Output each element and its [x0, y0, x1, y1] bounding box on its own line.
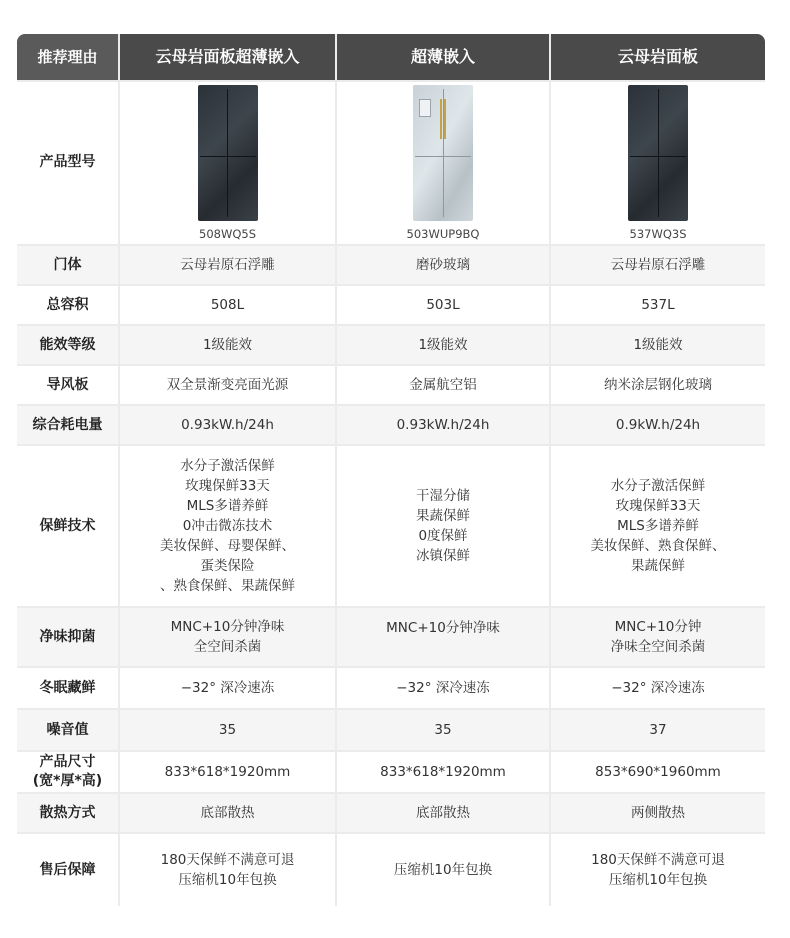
noise-value-2: 35	[337, 710, 549, 750]
product-cell-1	[120, 82, 335, 244]
header-col-3: 云母岩面板	[551, 34, 765, 80]
fresh-tech-2-line: 果蔬保鲜	[416, 508, 470, 524]
fridge-image-1	[198, 85, 258, 221]
fresh-tech-2-line: 干湿分储	[416, 488, 470, 504]
comparison-table	[17, 34, 765, 906]
row-label-model: 产品型号	[17, 82, 118, 244]
table-row-energy	[17, 326, 765, 364]
heat-value-3: 两侧散热	[551, 794, 765, 832]
fresh-tech-2-line: 0度保鲜	[418, 528, 468, 544]
fresh-tech-value-3	[551, 446, 765, 606]
table-row-power	[17, 406, 765, 444]
table-row-air-guide	[17, 366, 765, 404]
noise-value-1: 35	[120, 710, 335, 750]
table-row-model	[17, 82, 765, 244]
row-label-door: 门体	[17, 246, 118, 284]
odor-value-3	[551, 608, 765, 666]
service-value-3	[551, 834, 765, 906]
energy-value-1: 1级能效	[120, 326, 335, 364]
size-value-1: 833*618*1920mm	[120, 752, 335, 792]
odor-1-line: 全空间杀菌	[193, 639, 262, 655]
heat-value-1: 底部散热	[120, 794, 335, 832]
door-value-3: 云母岩原石浮雕	[551, 246, 765, 284]
door-value-1: 云母岩原石浮雕	[120, 246, 335, 284]
air-guide-value-3: 纳米涂层钢化玻璃	[551, 366, 765, 404]
hibernate-value-1: −32° 深冷速冻	[120, 668, 335, 708]
table-row-size	[17, 752, 765, 792]
service-1-line: 180天保鲜不满意可退	[160, 852, 295, 868]
header-col-1: 云母岩面板超薄嵌入	[120, 34, 335, 80]
table-row-heat	[17, 794, 765, 832]
table-row-service	[17, 834, 765, 906]
size-value-2: 833*618*1920mm	[337, 752, 549, 792]
capacity-value-2: 503L	[337, 286, 549, 324]
product-model-2: 503WUP9BQ	[406, 227, 480, 241]
fresh-tech-1-line: 蛋类保险	[200, 558, 255, 574]
fresh-tech-3-line: 美妆保鲜、熟食保鲜、	[590, 538, 726, 554]
row-label-odor: 净味抑菌	[17, 608, 118, 666]
size-label-line-2: (宽*厚*高)	[32, 773, 103, 789]
service-1-line: 压缩机10年包换	[178, 872, 277, 888]
table-row-odor	[17, 608, 765, 666]
service-value-2	[337, 834, 549, 906]
fridge-image-3	[628, 85, 688, 221]
energy-value-3: 1级能效	[551, 326, 765, 364]
service-value-1	[120, 834, 335, 906]
fresh-tech-1-line: 水分子激活保鲜	[180, 458, 275, 474]
odor-value-1	[120, 608, 335, 666]
row-label-heat: 散热方式	[17, 794, 118, 832]
energy-value-2: 1级能效	[337, 326, 549, 364]
heat-value-2: 底部散热	[337, 794, 549, 832]
row-label-capacity: 总容积	[17, 286, 118, 324]
fresh-tech-3-line: 玫瑰保鲜33天	[615, 498, 701, 514]
odor-2-line: MNC+10分钟净味	[386, 620, 500, 636]
odor-1-line: MNC+10分钟净味	[170, 619, 285, 635]
product-cell-3	[551, 82, 765, 244]
fresh-tech-1-line: 美妆保鲜、母婴保鲜、	[160, 538, 295, 554]
table-row-capacity	[17, 286, 765, 324]
header-label: 推荐理由	[17, 34, 118, 80]
product-model-3: 537WQ3S	[629, 227, 687, 241]
size-label-line-1: 产品尺寸	[39, 754, 96, 770]
table-row-fresh-tech	[17, 446, 765, 606]
fridge-image-2	[413, 85, 473, 221]
fresh-tech-1-line: 、熟食保鲜、果蔬保鲜	[160, 578, 295, 594]
row-label-size	[17, 752, 118, 792]
fresh-tech-3-line: MLS多谱养鲜	[617, 518, 699, 534]
service-3-line: 180天保鲜不满意可退	[591, 852, 725, 868]
fresh-tech-value-1	[120, 446, 335, 606]
fresh-tech-1-line: 玫瑰保鲜33天	[185, 478, 270, 494]
table-row-hibernate	[17, 668, 765, 708]
table-row-door	[17, 246, 765, 284]
power-value-1: 0.93kW.h/24h	[120, 406, 335, 444]
product-cell-2	[337, 82, 549, 244]
service-3-line: 压缩机10年包换	[608, 872, 708, 888]
product-model-1: 508WQ5S	[199, 227, 256, 241]
odor-3-line: MNC+10分钟	[614, 619, 702, 635]
power-value-2: 0.93kW.h/24h	[337, 406, 549, 444]
hibernate-value-2: −32° 深冷速冻	[337, 668, 549, 708]
row-label-power: 综合耗电量	[17, 406, 118, 444]
fresh-tech-value-2	[337, 446, 549, 606]
fresh-tech-1-line: 0冲击微冻技术	[182, 518, 273, 534]
capacity-value-1: 508L	[120, 286, 335, 324]
door-value-2: 磨砂玻璃	[337, 246, 549, 284]
service-2-line: 压缩机10年包换	[393, 862, 493, 878]
fresh-tech-3-line: 水分子激活保鲜	[610, 478, 706, 494]
header-col-2: 超薄嵌入	[337, 34, 549, 80]
odor-value-2	[337, 608, 549, 666]
hibernate-value-3: −32° 深冷速冻	[551, 668, 765, 708]
air-guide-value-2: 金属航空铝	[337, 366, 549, 404]
table-row-noise	[17, 710, 765, 750]
capacity-value-3: 537L	[551, 286, 765, 324]
row-label-energy: 能效等级	[17, 326, 118, 364]
table-header-row	[17, 34, 765, 80]
air-guide-value-1: 双全景渐变亮面光源	[120, 366, 335, 404]
row-label-air-guide: 导风板	[17, 366, 118, 404]
noise-value-3: 37	[551, 710, 765, 750]
row-label-service: 售后保障	[17, 834, 118, 906]
row-label-fresh-tech: 保鲜技术	[17, 446, 118, 606]
fresh-tech-3-line: 果蔬保鲜	[631, 558, 685, 574]
odor-3-line: 净味全空间杀菌	[610, 639, 706, 655]
row-label-noise: 噪音值	[17, 710, 118, 750]
row-label-hibernate: 冬眠藏鲜	[17, 668, 118, 708]
fresh-tech-2-line: 冰镇保鲜	[416, 548, 470, 564]
fresh-tech-1-line: MLS多谱养鲜	[186, 498, 269, 514]
power-value-3: 0.9kW.h/24h	[551, 406, 765, 444]
size-value-3: 853*690*1960mm	[551, 752, 765, 792]
